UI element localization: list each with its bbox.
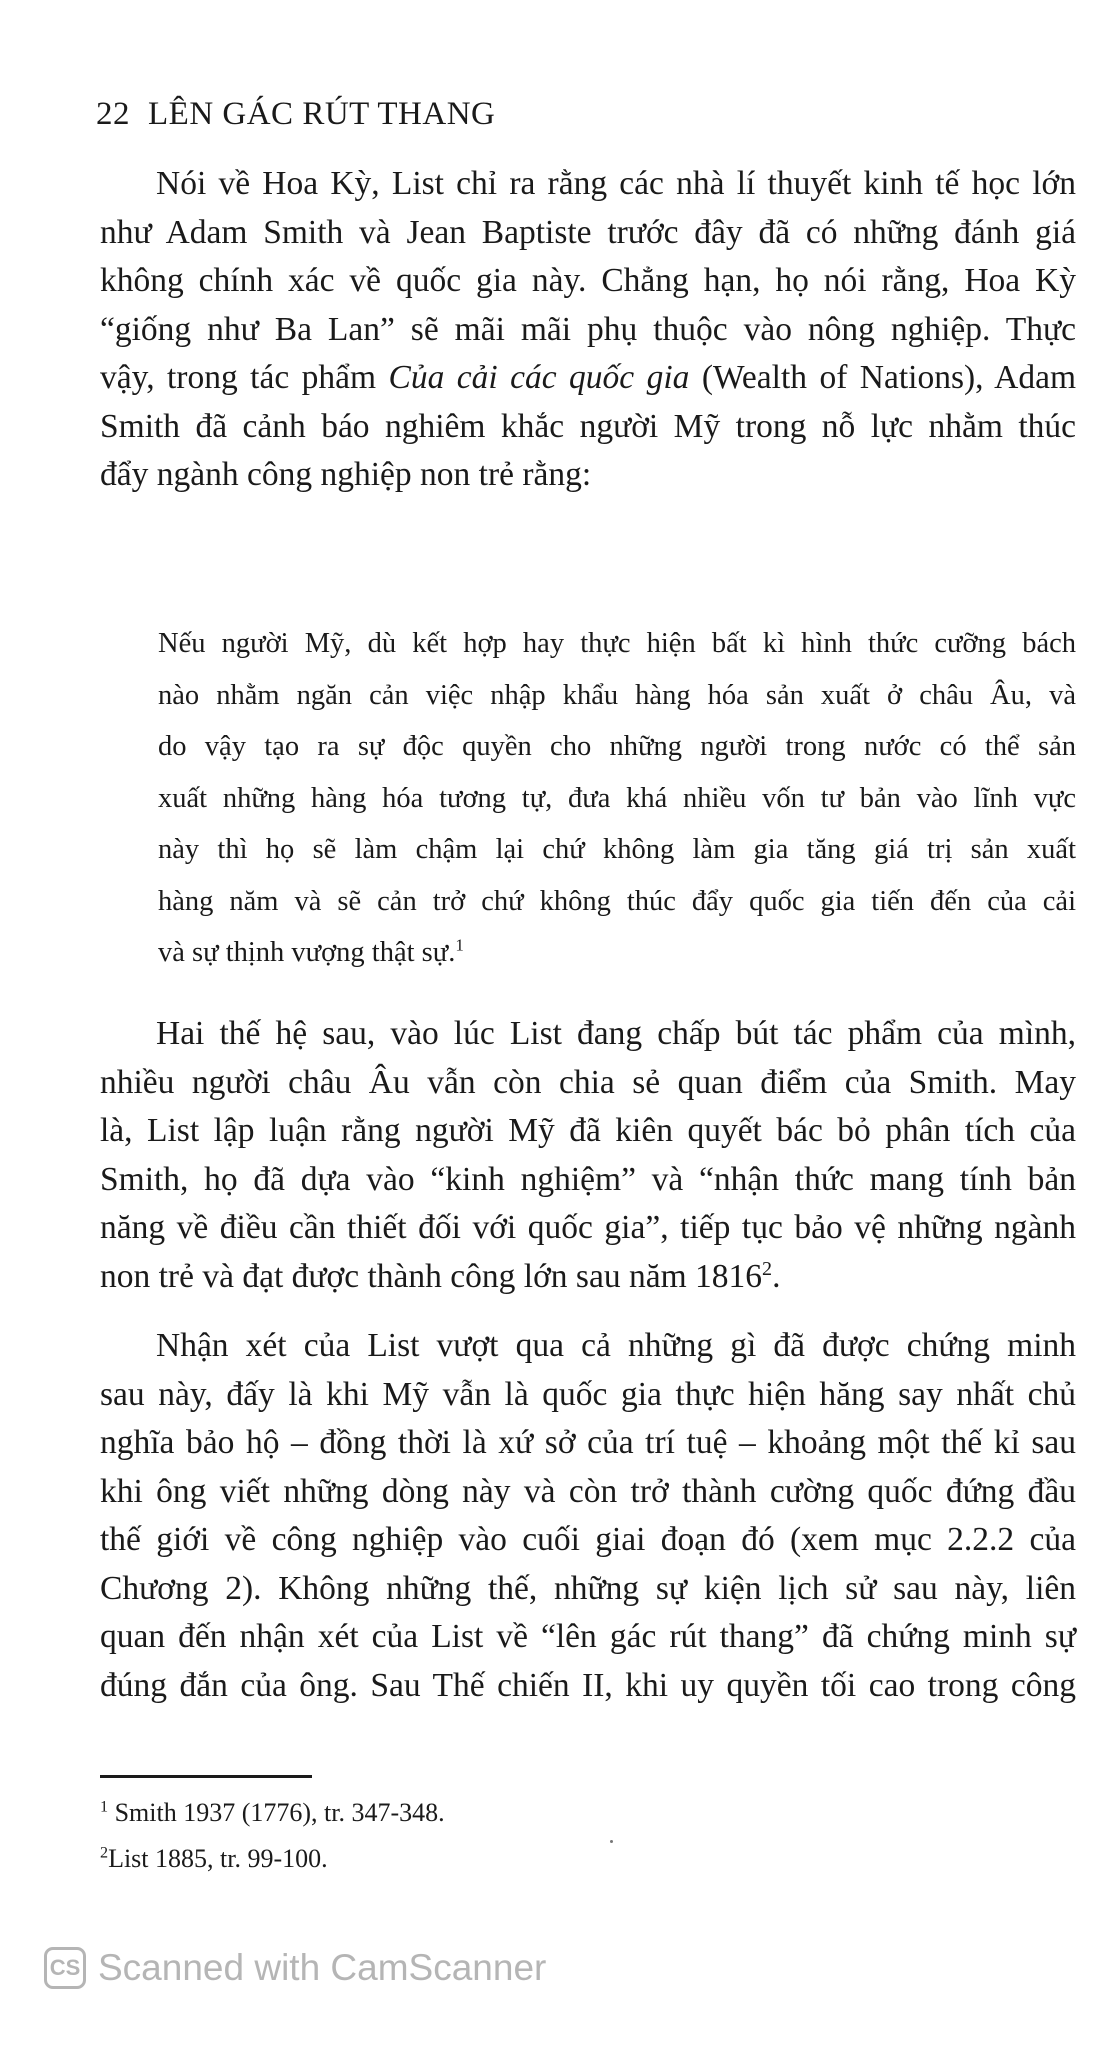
text-line: Chương 2). Không những thế, những sự kiện lịch sử sau này, liên <box>100 1569 1076 1607</box>
text-line: Hai thế hệ sau, vào lúc List đang chấp bút tác phẩm của mình, <box>156 1015 1076 1052</box>
text-line: đúng đắn của ông. Sau Thế chiến II, khi uy quyền tối cao trong công <box>100 1666 1076 1704</box>
quote-line: xuất những hàng hóa tương tự, đưa khá nhiều vốn tư bản vào lĩnh vực <box>158 782 1076 814</box>
text-segment: (Wealth of Nations), Adam <box>689 359 1076 396</box>
text-line: nhiều người châu Âu vẫn còn chia sẻ quan điểm của Smith. May <box>100 1063 1076 1101</box>
text-line: Nói về Hoa Kỳ, List chỉ ra rằng các nhà lí thuyết kinh tế học lớn <box>156 165 1076 202</box>
text-line: khi ông viết những dòng này và còn trở thành cường quốc đứng đầu <box>100 1472 1076 1510</box>
camscanner-logo-icon: CS <box>44 1947 86 1989</box>
text-line: thế giới về công nghiệp vào cuối giai đoạn đó (xem mục 2.2.2 của <box>100 1521 1076 1558</box>
book-title: Của cải các quốc gia <box>388 359 690 396</box>
text-line: Smith đã cảnh báo nghiêm khắc người Mỹ trong nỗ lực nhằm thúc <box>100 407 1076 445</box>
quote-line: nào nhằm ngăn cản việc nhập khẩu hàng hóa sản xuất ở châu Âu, và <box>158 679 1076 711</box>
camscanner-watermark <box>44 1947 546 1989</box>
footnote-number: 2 <box>100 1844 109 1862</box>
footnote-text: List 1885, tr. 99-100. <box>108 1844 328 1873</box>
footnote-number: 1 <box>100 1798 109 1816</box>
paragraph-3 <box>100 1322 1076 1710</box>
quote-line: do vậy tạo ra sự độc quyền cho những người trong nước có thể sản <box>158 731 1076 762</box>
quote-line: này thì họ sẽ làm chậm lại chứ không làm gia tăng giá trị sản xuất <box>158 834 1076 865</box>
paragraph-1 <box>100 160 1076 500</box>
text-line <box>100 354 1076 403</box>
text-segment: . <box>772 1257 781 1295</box>
text-line: là, List lập luận rằng người Mỹ đã kiên quyết bác bỏ phân tích của <box>100 1112 1076 1149</box>
scan-speck <box>610 1840 613 1843</box>
footnote-text: Smith 1937 (1776), tr. 347-348. <box>114 1798 445 1827</box>
text-segment: vậy, trong tác phẩm <box>100 359 389 396</box>
running-title: LÊN GÁC RÚT THANG <box>148 96 496 132</box>
text-segment: và sự thịnh vượng thật sự. <box>158 937 456 968</box>
text-line: nghĩa bảo hộ – đồng thời là xứ sở của trí tuệ – khoảng một thế kỉ sau <box>100 1424 1076 1461</box>
footnote-1 <box>100 1790 445 1836</box>
footnote-ref: 1 <box>455 935 464 955</box>
block-quote <box>158 618 1076 979</box>
text-line <box>100 1253 1076 1302</box>
running-head <box>96 96 495 133</box>
text-line: sau này, đấy là khi Mỹ vẫn là quốc gia thực hiện hăng say nhất chủ <box>100 1375 1076 1413</box>
footnotes <box>100 1790 445 1882</box>
text-line: Smith, họ đã dựa vào “kinh nghiệm” và “nhận thức mang tính bản <box>100 1160 1076 1198</box>
text-line: quan đến nhận xét của List về “lên gác rút thang” đã chứng minh sự <box>100 1618 1076 1655</box>
text-line: như Adam Smith và Jean Baptiste trước đây đã có những đánh giá <box>100 213 1076 251</box>
footnote-divider <box>100 1775 312 1778</box>
text-segment: non trẻ và đạt được thành công lớn sau năm 1816 <box>100 1257 763 1295</box>
quote-line <box>158 927 1076 979</box>
text-line: Nhận xét của List vượt qua cả những gì đã được chứng minh <box>156 1327 1076 1364</box>
quote-line: Nếu người Mỹ, dù kết hợp hay thực hiện bất kì hình thức cưỡng bách <box>158 628 1076 659</box>
text-line: đẩy ngành công nghiệp non trẻ rằng: <box>100 456 592 493</box>
watermark-text: Scanned with CamScanner <box>98 1947 547 1988</box>
text-line: năng về điều cần thiết đối với quốc gia”, tiếp tục bảo vệ những ngành <box>100 1209 1076 1246</box>
footnote-2 <box>100 1836 445 1882</box>
quote-line: hàng năm và sẽ cản trở chứ không thúc đẩy quốc gia tiến đến của cải <box>158 885 1076 917</box>
paragraph-2 <box>100 1010 1076 1301</box>
footnote-ref: 2 <box>762 1257 773 1280</box>
text-line: không chính xác về quốc gia này. Chẳng hạn, họ nói rằng, Hoa Kỳ <box>100 262 1076 299</box>
page-number: 22 <box>96 96 130 132</box>
text-line: “giống như Ba Lan” sẽ mãi mãi phụ thuộc vào nông nghiệp. Thực <box>100 310 1076 348</box>
